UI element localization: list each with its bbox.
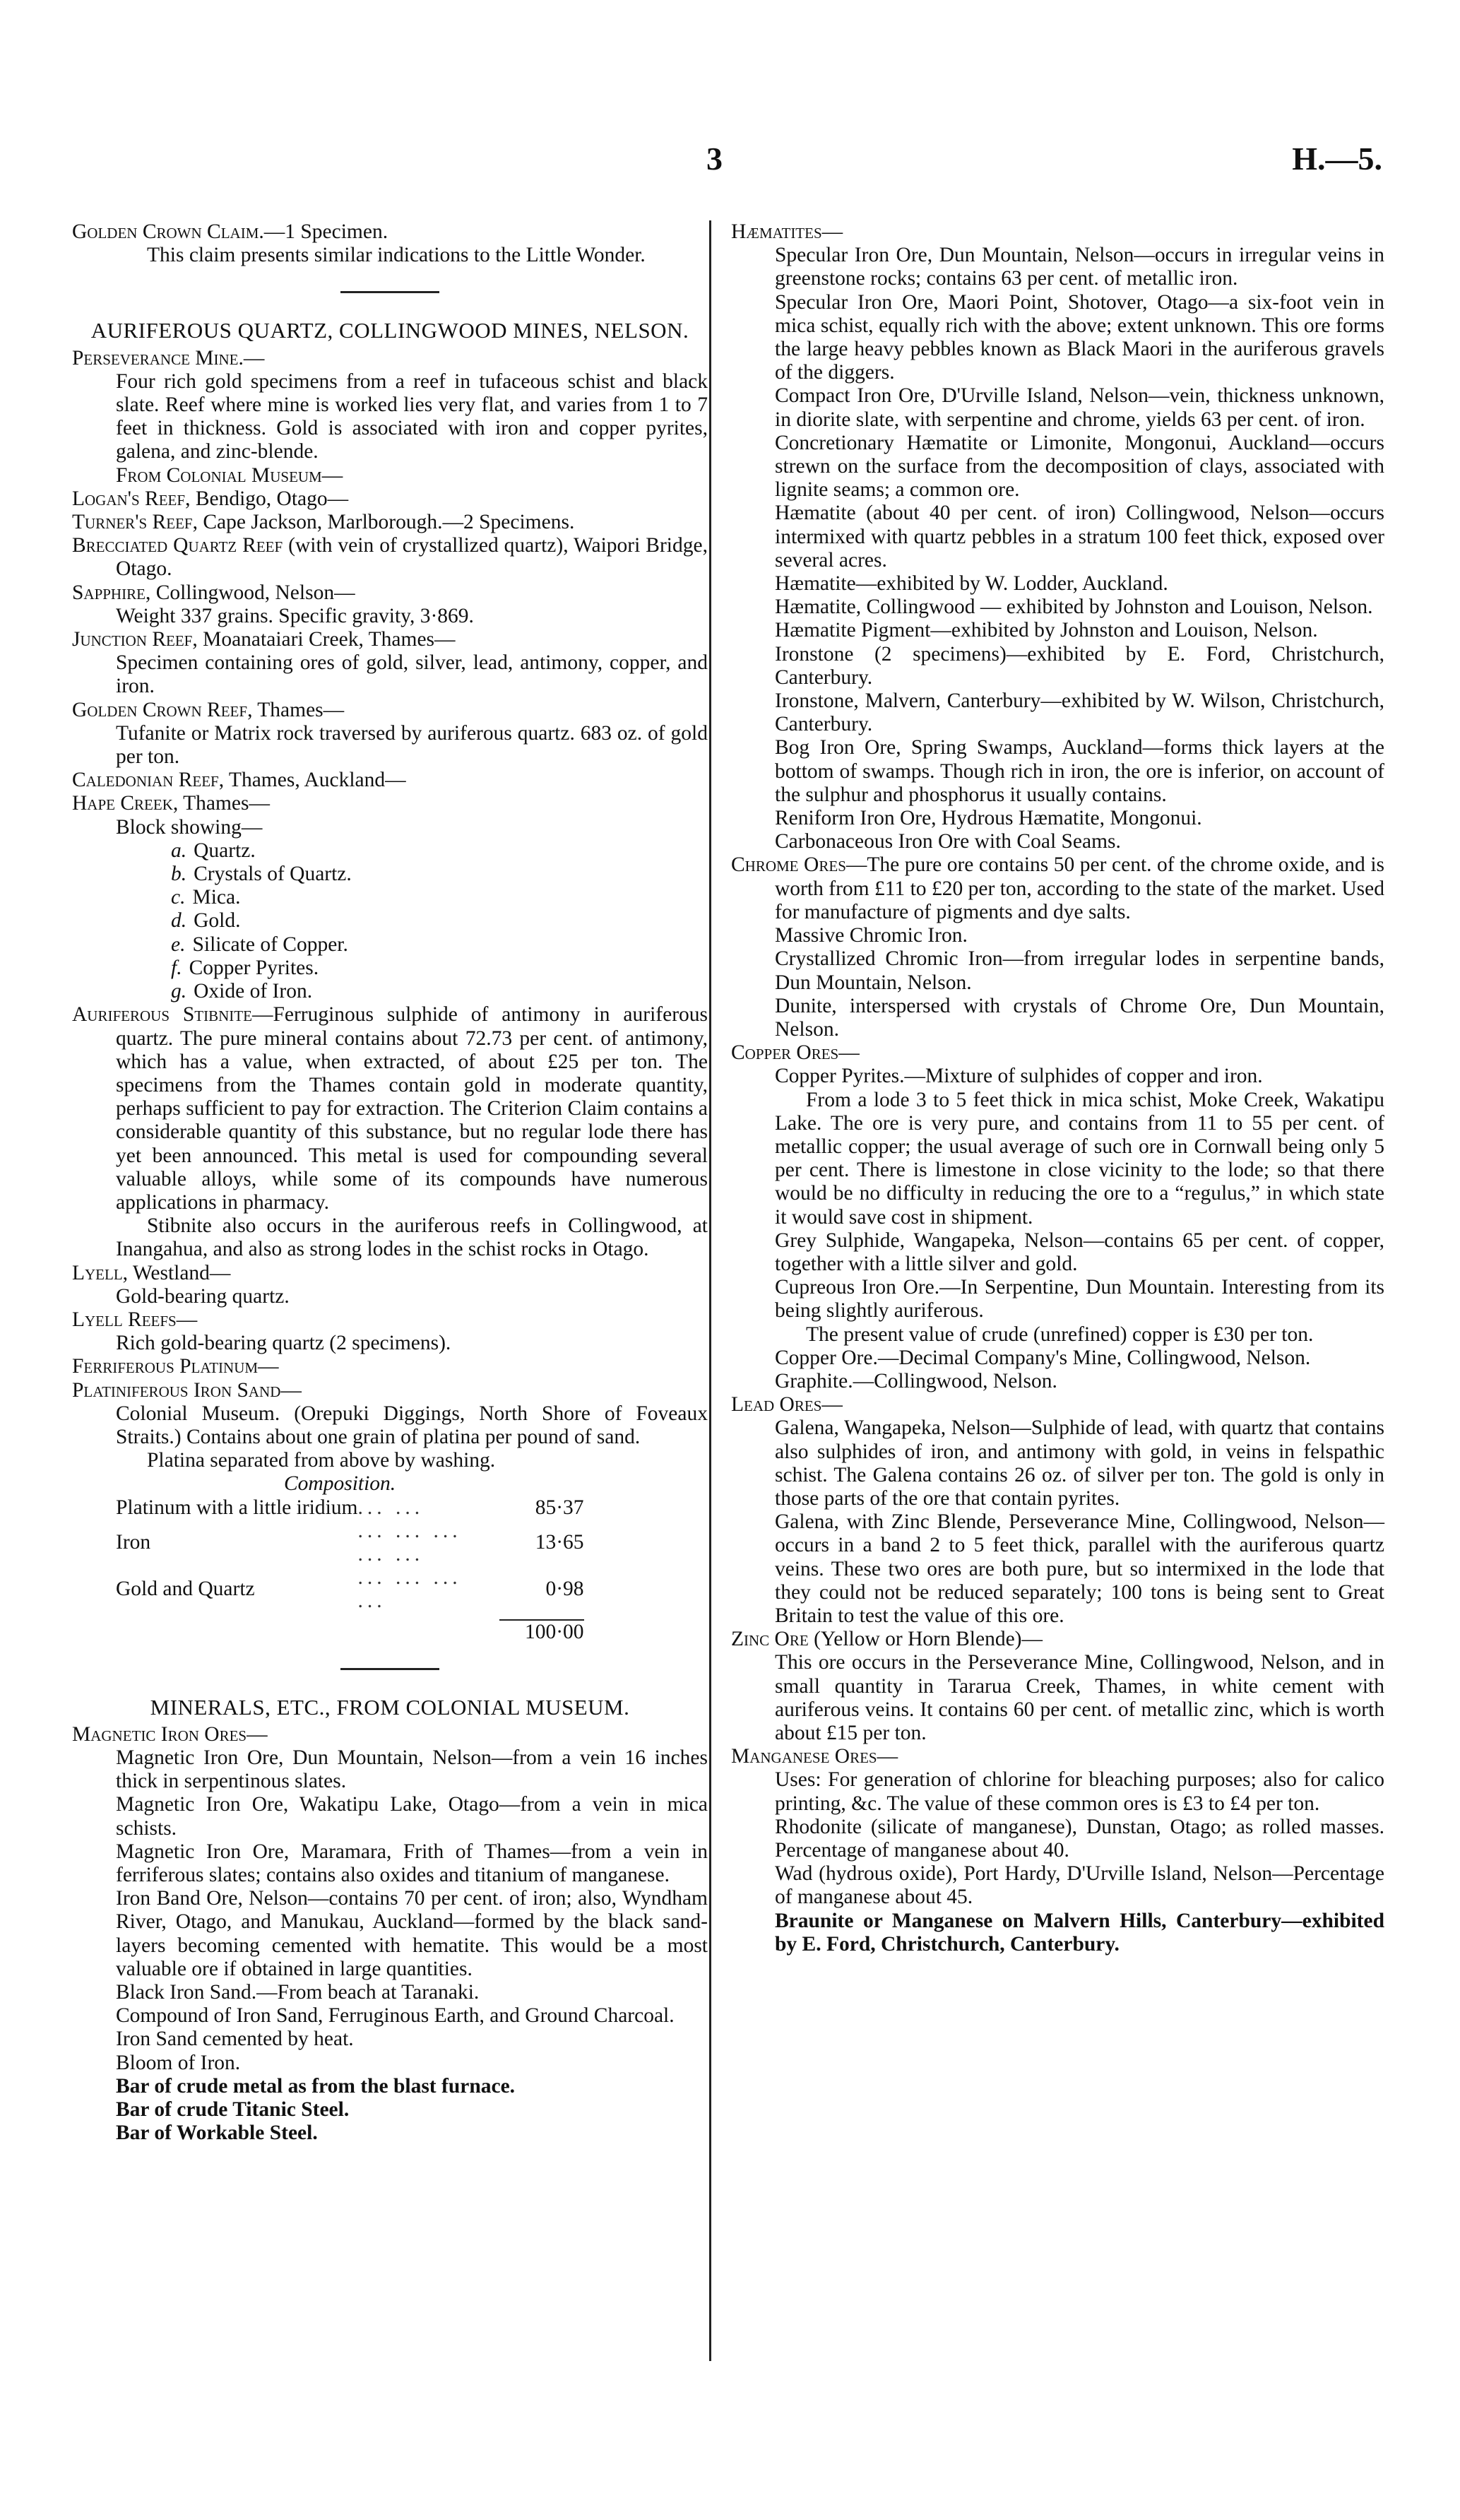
entry-body: Bar of Workable Steel. — [116, 2122, 318, 2145]
mineral-entry — [72, 1308, 708, 1332]
entry-body: , Bendigo, Otago— — [185, 487, 349, 510]
mineral-entry — [72, 220, 708, 244]
component-value: 0·98 — [545, 1578, 584, 1601]
list-marker: a. — [171, 839, 187, 862]
list-item — [72, 909, 708, 933]
entry-heading: Chrome Ores — [731, 853, 846, 877]
entry-body: Four rich gold specimens from a reef in tufaceous schist and black slate. Reef where mine is worked lies very flat, and varies from 1 to 7 feet in thickness. Gold is associated with iron and copper pyrites, galena, and zinc-blende. — [116, 369, 708, 463]
entry-body: Graphite.—Collingwood, Nelson. — [775, 1369, 1057, 1392]
mineral-entry — [731, 853, 1384, 924]
entry-body: — — [280, 1378, 302, 1402]
entry-heading: Junction Reef — [72, 628, 193, 651]
entry-body: — — [258, 1355, 279, 1378]
entry-text — [731, 643, 1384, 690]
entry-body: Tufanite or Matrix rock traversed by auriferous quartz. 683 oz. of gold per ton. — [116, 721, 708, 769]
entry-text — [731, 1910, 1384, 1956]
leader-dots: ... ... ... ... — [357, 1566, 462, 1612]
entry-body: Grey Sulphide, Wangapeka, Nelson—contains 65 per cent. of copper, together with a little silver and gold. — [775, 1229, 1384, 1275]
spacer-row — [116, 1613, 584, 1620]
entry-body: This ore occurs in the Perseverance Mine, Collingwood, Nelson, and in small quantity in Tararua Creek, Thames, in white cement with auriferous veins. It contains 60 per cent. of metallic zinc, which is worth about £15 per ton. — [775, 1651, 1384, 1744]
entry-heading: Hape Creek — [72, 792, 173, 815]
entry-text — [72, 1746, 708, 1793]
entry-body: Specular Iron Ore, Dun Mountain, Nelson—occurs in irregular veins in greenstone rocks; contains 63 per cent. of metallic iron. — [775, 244, 1384, 290]
entry-heading: Auriferous Stibnite — [72, 1003, 252, 1027]
entry-text — [731, 384, 1384, 431]
spacer — [116, 1620, 358, 1644]
entry-body: — — [821, 220, 843, 243]
mineral-entry — [72, 628, 708, 651]
entry-heading: Turner's Reef — [72, 511, 193, 534]
entry-body: Reniform Iron Ore, Hydrous Hæmatite, Mongonui. — [775, 807, 1202, 830]
entry-body: , Thames, Auckland— — [218, 769, 406, 792]
entry-text — [731, 807, 1384, 830]
entry-text — [72, 244, 708, 267]
entry-text — [731, 619, 1384, 642]
entry-body: — — [821, 1393, 843, 1416]
mineral-entry — [72, 699, 708, 722]
component-value: 13·65 — [535, 1531, 584, 1554]
entry-body: Bar of crude metal as from the blast furnace. — [116, 2074, 516, 2098]
entry-body: Oxide of Iron. — [194, 980, 313, 1003]
list-item — [72, 863, 708, 886]
entry-body: Copper Pyrites. — [189, 956, 319, 979]
entry-text — [72, 816, 708, 839]
entry-body: (with vein of crystallized quartz), Waipori Bridge, Otago. — [116, 534, 708, 581]
mineral-entry — [72, 1723, 708, 1746]
entry-text — [731, 572, 1384, 596]
list-item — [72, 957, 708, 980]
entry-body: Specimen containing ores of gold, silver, lead, antimony, copper, and iron. — [116, 651, 708, 698]
composition-table — [72, 1472, 708, 1643]
entry-body: Quartz. — [194, 839, 256, 862]
list-marker: d. — [171, 909, 187, 933]
mineral-entry — [72, 1262, 708, 1285]
entry-body: —The pure ore contains 50 per cent. of the chrome oxide, and is worth from £11 to £20 per ton, according to the state of the market. Used for manufacture of pigments and dye salts. — [775, 853, 1384, 923]
list-marker: c. — [171, 886, 186, 909]
entry-body: .— — [238, 346, 265, 369]
entry-heading: Logan's Reef — [72, 487, 186, 510]
entry-body: This claim presents similar indications to the Little Wonder. — [147, 244, 646, 267]
entry-text — [731, 736, 1384, 807]
entry-text — [731, 947, 1384, 994]
entry-heading: Ferriferous Platinum — [72, 1355, 259, 1378]
entry-body: Mica. — [192, 886, 241, 909]
entry-body: Compound of Iron Sand, Ferruginous Earth, and Ground Charcoal. — [116, 2004, 675, 2028]
list-marker: b. — [171, 863, 187, 886]
column-divider — [709, 220, 711, 2361]
component-name: Gold and Quartz — [116, 1578, 255, 1601]
mineral-entry — [72, 1355, 708, 1378]
leader-dots: ... ... ... ... ... — [357, 1519, 462, 1566]
entry-text — [731, 1276, 1384, 1323]
entry-text — [72, 2098, 708, 2122]
composition-rows — [116, 1496, 584, 1644]
entry-body: Bloom of Iron. — [116, 2051, 241, 2074]
section-title: MINERALS, ETC., FROM COLONIAL MUSEUM. — [150, 1694, 630, 1720]
entry-body: Gold. — [194, 909, 241, 933]
leader-dots: ... ... — [357, 1496, 425, 1519]
entry-text — [731, 291, 1384, 385]
entry-text — [731, 924, 1384, 947]
entry-heading: Caledonian Reef — [72, 769, 219, 792]
entry-body: Ironstone, Malvern, Canterbury—exhibited by W. Wilson, Christchurch, Canterbury. — [775, 690, 1384, 736]
entry-text — [731, 1323, 1384, 1347]
entry-body: Specular Iron Ore, Maori Point, Shotover, Otago—a six-foot vein in mica schist, equally rich with the above; extent unknown. This ore forms the large heavy pebbles known as Black Maori in the auriferous gravels of the diggers. — [775, 290, 1384, 384]
section-title: AURIFEROUS QUARTZ, COLLINGWOOD MINES, NELSON. — [90, 318, 689, 343]
mineral-entry — [72, 534, 708, 581]
entry-body: The present value of crude (unrefined) copper is £30 per ton. — [806, 1323, 1314, 1346]
entry-heading: Manganese Ores — [731, 1745, 877, 1768]
entry-body: Ironstone (2 specimens)—exhibited by E. Ford, Christchurch, Canterbury. — [775, 642, 1384, 689]
entry-heading: Lyell Reefs — [72, 1308, 177, 1331]
entry-text — [72, 1214, 708, 1261]
entry-text — [72, 2122, 708, 2145]
entry-text — [731, 995, 1384, 1041]
entry-body: Colonial Museum. (Orepuki Diggings, North Shore of Foveaux Straits.) Contains about one grain of platina per pound of sand. — [116, 1402, 708, 1448]
entry-text — [731, 1768, 1384, 1815]
entry-text — [731, 432, 1384, 502]
entry-text — [731, 830, 1384, 853]
entry-body: Bog Iron Ore, Spring Swamps, Auckland—forms thick layers at the bottom of swamps. Though rich in iron, the ore is inferior, on account of the sulphur and phosphorus it usually contains. — [775, 736, 1384, 806]
component-name: Iron — [116, 1531, 151, 1554]
list-marker: e. — [171, 933, 186, 956]
entry-body: Crystals of Quartz. — [194, 863, 352, 886]
entry-heading: Lead Ores — [731, 1393, 822, 1416]
entry-body: Block showing— — [116, 815, 263, 839]
composition-total-row — [116, 1620, 584, 1644]
section-rule — [340, 1668, 439, 1670]
list-item — [72, 980, 708, 1003]
entry-body: Black Iron Sand.—From beach at Taranaki. — [116, 1981, 480, 2004]
composition-row — [116, 1566, 584, 1613]
entry-text — [72, 1449, 708, 1472]
entry-heading: Copper Ores — [731, 1041, 839, 1065]
entry-heading: Sapphire — [72, 581, 146, 604]
entry-text — [72, 1981, 708, 2004]
entry-text — [72, 651, 708, 698]
list-item — [72, 886, 708, 909]
entry-text — [72, 1402, 708, 1449]
entry-text — [731, 1862, 1384, 1909]
entry-text — [731, 244, 1384, 290]
entry-body: , Cape Jackson, Marlborough.—2 Specimens. — [192, 511, 575, 534]
spacer — [358, 1620, 499, 1644]
entry-heading: Golden Crown Claim — [72, 220, 259, 243]
right-column — [731, 220, 1384, 1956]
mineral-entry — [72, 1003, 708, 1214]
mineral-entry — [72, 769, 708, 792]
entry-body: Carbonaceous Iron Ore with Coal Seams. — [775, 830, 1121, 853]
entry-text — [72, 1285, 708, 1308]
mineral-entry — [72, 581, 708, 605]
entry-text — [72, 2075, 708, 2098]
mineral-entry — [72, 792, 708, 815]
entry-body: Rhodonite (silicate of manganese), Dunstan, Otago; as rolled masses. Percentage of manganese about 40. — [775, 1815, 1384, 1862]
entry-body: Uses: For generation of chlorine for bleaching purposes; also for calico printing, &c. The value of these common ores is £3 to £4 per ton. — [775, 1768, 1384, 1815]
entry-body: —Ferruginous sulphide of antimony in auriferous quartz. The pure mineral contains about 72.73 per cent. of antimony, which has a value, when extracted, of about £25 per ton. The specimens from the Thames contain gold in moderate quantity, perhaps sufficient to pay for extraction. The Criterion Claim contains a considerable quantity of this substance, but no regular lode there has yet been announced. This metal is used for compounding several valuable alloys, while some of its compounds have numerous applications in pharmacy. — [116, 1003, 708, 1214]
entry-body: Massive Chromic Iron. — [775, 924, 968, 947]
entry-body: Weight 337 grains. Specific gravity, 3·869. — [116, 604, 474, 627]
entry-heading: Platiniferous Iron Sand — [72, 1378, 281, 1402]
entry-body: .—1 Specimen. — [259, 220, 388, 243]
entry-body: Silicate of Copper. — [192, 933, 348, 956]
entry-text — [731, 1370, 1384, 1393]
entry-body: (Yellow or Horn Blende)— — [808, 1628, 1043, 1651]
mineral-entry — [731, 1745, 1384, 1768]
entry-heading: Golden Crown Reef — [72, 698, 248, 721]
entry-body: Iron Sand cemented by heat. — [116, 2028, 354, 2051]
entry-body: Cupreous Iron Ore.—In Serpentine, Dun Mountain. Interesting from its being slightly auriferous. — [775, 1276, 1384, 1323]
entry-body: — — [247, 1722, 268, 1746]
entry-body: Rich gold-bearing quartz (2 specimens). — [116, 1332, 451, 1355]
entry-text — [72, 464, 708, 487]
entry-body: — — [838, 1041, 860, 1065]
entry-body: Hæmatite, Collingwood — exhibited by Johnston and Louison, Nelson. — [775, 596, 1373, 619]
composition-row — [116, 1520, 584, 1566]
entry-text — [72, 1793, 708, 1840]
mineral-entry — [731, 220, 1384, 244]
entry-body: From a lode 3 to 5 feet thick in mica schist, Moke Creek, Wakatipu Lake. The ore is very pure, and contains from 11 to 55 per cent. of metallic copper; the usual average of such ore in Cornwall being only 5 per cent. There is limestone in close vicinity to the lode; so that there would be no difficulty in reducing the ore to a “regulus,” in which state it would save cost in shipment. — [775, 1088, 1384, 1229]
entry-text — [72, 1887, 708, 1981]
entry-text — [72, 2028, 708, 2051]
composition-total: 100·00 — [499, 1620, 584, 1644]
entry-heading: From Colonial Museum — [116, 463, 322, 487]
entry-text — [72, 370, 708, 464]
entry-text — [731, 1416, 1384, 1510]
entry-text — [731, 596, 1384, 619]
entry-body: Gold-bearing quartz. — [116, 1284, 290, 1308]
entry-body: Platina separated from above by washing. — [147, 1449, 496, 1472]
entry-text — [731, 1089, 1384, 1229]
page-number: 3 — [706, 141, 723, 177]
entry-text — [72, 722, 708, 769]
entry-body: Dunite, interspersed with crystals of Chrome Ore, Dun Mountain, Nelson. — [775, 994, 1384, 1041]
mineral-entry — [731, 1393, 1384, 1416]
entry-heading: Zinc Ore — [731, 1628, 809, 1651]
entry-text — [72, 1332, 708, 1355]
entry-heading: Hæmatites — [731, 220, 822, 243]
mineral-entry — [72, 347, 708, 370]
mineral-entry — [731, 1628, 1384, 1651]
composition-caption: Composition. — [284, 1472, 396, 1496]
entry-body: Compact Iron Ore, D'Urville Island, Nelson—vein, thickness unknown, in diorite slate, with serpentine and chrome, yields 63 per cent. of iron. — [775, 384, 1384, 431]
entry-text — [731, 502, 1384, 572]
entry-text — [72, 2052, 708, 2075]
spacer — [116, 1613, 358, 1620]
entry-body: Hæmatite—exhibited by W. Lodder, Auckland. — [775, 572, 1168, 596]
entry-body: , Collingwood, Nelson— — [145, 581, 355, 604]
entry-text — [731, 1651, 1384, 1745]
component-name: Platinum with a little iridium — [116, 1496, 358, 1519]
entry-body: Braunite or Manganese on Malvern Hills, Canterbury—exhibited by E. Ford, Christchurch, Canterbury. — [775, 1909, 1384, 1956]
entry-body: Hæmatite Pigment—exhibited by Johnston and Louison, Nelson. — [775, 619, 1318, 642]
entry-body: Stibnite also occurs in the auriferous reefs in Collingwood, at Inangahua, and also as strong lodes in the schist rocks in Otago. — [116, 1214, 708, 1261]
entry-text — [731, 1510, 1384, 1628]
list-marker: f. — [171, 956, 182, 979]
section-rule — [340, 291, 439, 293]
entry-body: , Thames— — [172, 792, 270, 815]
entry-heading: Magnetic Iron Ores — [72, 1722, 247, 1746]
entry-body: , Moanataiari Creek, Thames— — [192, 628, 456, 651]
left-column — [72, 220, 708, 2145]
entry-body: Magnetic Iron Ore, Maramara, Frith of Thames—from a vein in ferriferous slates; contains also oxides and titanium of manganese. — [116, 1840, 708, 1886]
entry-body: — — [321, 463, 343, 487]
entry-text — [731, 1347, 1384, 1370]
entry-text — [72, 605, 708, 628]
entry-text — [72, 2004, 708, 2028]
mineral-entry — [731, 1041, 1384, 1065]
entry-body: Bar of crude Titanic Steel. — [116, 2098, 350, 2122]
entry-body: — — [176, 1308, 198, 1331]
entry-text — [731, 1065, 1384, 1088]
entry-text — [72, 1840, 708, 1887]
entry-text — [731, 690, 1384, 736]
entry-body: , Thames— — [247, 698, 345, 721]
list-marker: g. — [171, 980, 187, 1003]
entry-body: Magnetic Iron Ore, Wakatipu Lake, Otago—from a vein in mica schists. — [116, 1793, 708, 1840]
entry-body: Copper Pyrites.—Mixture of sulphides of copper and iron. — [775, 1065, 1263, 1088]
entry-body: Concretionary Hæmatite or Limonite, Mongonui, Auckland—occurs strewn on the surface from the decomposition of clays, associated with lignite seams; a common ore. — [775, 431, 1384, 502]
entry-heading: Lyell — [72, 1261, 123, 1284]
composition-row — [116, 1496, 584, 1520]
entry-body: — — [877, 1745, 898, 1768]
mineral-entry — [72, 1379, 708, 1402]
list-item — [72, 839, 708, 863]
entry-body: Hæmatite (about 40 per cent. of iron) Collingwood, Nelson—occurs intermixed with quartz pebbles in a stratum 100 feet thick, exposed over several acres. — [775, 502, 1384, 572]
document-reference: H.—5. — [1292, 141, 1382, 177]
entry-body: , Westland— — [122, 1261, 231, 1284]
mineral-entry — [72, 487, 708, 511]
entry-text — [731, 1816, 1384, 1862]
entry-body: Crystallized Chromic Iron—from irregular lodes in serpentine bands, Dun Mountain, Nelson. — [775, 947, 1384, 994]
mineral-entry — [72, 511, 708, 534]
entry-heading: Perseverance Mine — [72, 346, 239, 369]
entry-heading: Brecciated Quartz Reef — [72, 534, 283, 557]
entry-body: Galena, with Zinc Blende, Perseverance Mine, Collingwood, Nelson—occurs in a band 2 to 5 feet thick, parallel with the auriferous quartz veins. These two ores are both pure, but so intermixed in the lode that they could not be reduced separately; 100 tons is being sent to Great Britain to test the value of this ore. — [775, 1510, 1384, 1627]
component-value: 85·37 — [535, 1496, 584, 1519]
list-item — [72, 933, 708, 957]
entry-body: Iron Band Ore, Nelson—contains 70 per cent. of iron; also, Wyndham River, Otago, and Manukau, Auckland—formed by the black sand-layers becoming cemented with hematite. This would be a most valuable ore if obtained in large quantities. — [116, 1887, 708, 1980]
entry-body: Wad (hydrous oxide), Port Hardy, D'Urville Island, Nelson—Percentage of manganese about 45. — [775, 1862, 1384, 1909]
entry-body: Copper Ore.—Decimal Company's Mine, Collingwood, Nelson. — [775, 1346, 1311, 1369]
entry-text — [731, 1229, 1384, 1276]
entry-body: Galena, Wangapeka, Nelson—Sulphide of lead, with quartz that contains also sulphides of iron, and antimony with gold, in veins in felspathic schist. The Galena contains 26 oz. of silver per ton. The gold is only in those parts of the ore that contain pyrites. — [775, 1416, 1384, 1510]
entry-body: Magnetic Iron Ore, Dun Mountain, Nelson—from a vein 16 inches thick in serpentinous slates. — [116, 1746, 708, 1793]
